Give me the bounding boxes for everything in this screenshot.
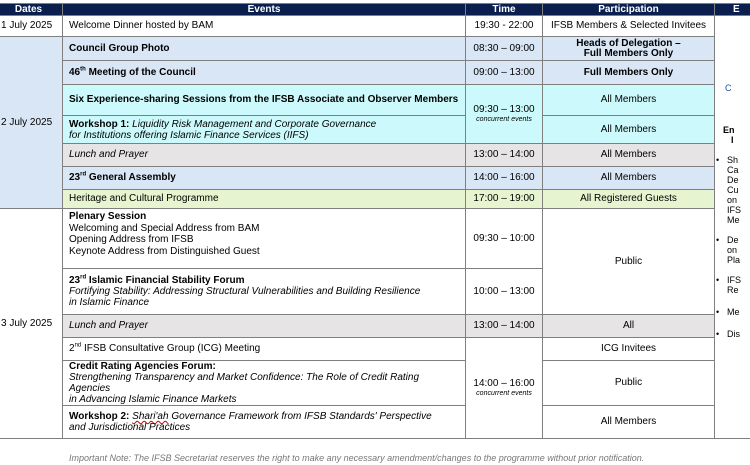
side-bullet-3: • IFS Re [716, 275, 742, 295]
time-cell: 10:00 – 13:00 [466, 269, 543, 315]
participation-cell: Full Members Only [543, 61, 715, 85]
event-cell: Lunch and Prayer [63, 315, 466, 338]
time-cell: 19:30 - 22:00 [466, 16, 543, 37]
header-events: Events [63, 4, 466, 16]
event-cell: Plenary Session Welcoming and Special Address from BAM Opening Address from IFSB Keynote Address from Distinguished Guest [63, 209, 466, 269]
time-cell: 17:00 – 19:00 [466, 190, 543, 209]
participation-cell: ICG Invitees [543, 338, 715, 361]
date-cell: 3 July 2025 [0, 209, 63, 439]
event-cell: 23rd Islamic Financial Stability Forum Fortifying Stability: Addressing Structural Vulnerabilities and Building Resilience in Islamic Finance [63, 269, 466, 315]
table-row [0, 116, 750, 144]
important-note: Important Note: The IFSB Secretariat reserves the right to make any necessary amendment/changes to the programme without prior notification. [69, 453, 645, 463]
table-row [0, 190, 750, 209]
event-cell: Credit Rating Agencies Forum: Strengthening Transparency and Market Confidence: The Role of Credit Rating Agencies in Advancing Islamic Finance Markets [63, 361, 466, 406]
table-row [0, 16, 750, 37]
time-cell: 13:00 – 14:00 [466, 315, 543, 338]
time-cell: 14:00 – 16:00 [466, 167, 543, 190]
side-bullet-4: • Me [716, 307, 740, 317]
header-time: Time [466, 4, 543, 16]
participation-cell: All Members [543, 406, 715, 439]
event-cell: Workshop 2: Shari'ah Governance Framework from IFSB Standards' Perspective and Jurisdictional Practices [63, 406, 466, 439]
event-cell: Workshop 1: Liquidity Risk Management and Corporate Governance for Institutions offering Islamic Finance Services (IIFS) [63, 116, 466, 144]
event-cell: Welcome Dinner hosted by BAM [63, 16, 466, 37]
table-row [0, 37, 750, 61]
time-cell: 14:00 – 16:00 concurrent events [466, 338, 543, 439]
event-cell: Six Experience-sharing Sessions from the IFSB Associate and Observer Members [63, 85, 466, 116]
event-cell: 46th Meeting of the Council [63, 61, 466, 85]
table-row [0, 167, 750, 190]
participation-cell: All Members [543, 144, 715, 167]
table-row [0, 338, 750, 361]
header-participation: Participation [543, 4, 715, 16]
table-row [0, 361, 750, 406]
side-c-letter: C [725, 83, 732, 93]
participation-cell: Heads of Delegation – Full Members Only [543, 37, 715, 61]
header-row [0, 4, 750, 16]
table-row [0, 209, 750, 269]
event-cell: Council Group Photo [63, 37, 466, 61]
time-cell: 09:30 – 13:00 concurrent events [466, 85, 543, 144]
table-row [0, 85, 750, 116]
header-dates: Dates [0, 4, 63, 16]
time-cell: 08:30 – 09:00 [466, 37, 543, 61]
side-bullet-5: • Dis [716, 329, 740, 339]
event-cell: 2nd IFSB Consultative Group (ICG) Meeting [63, 338, 466, 361]
programme-table [0, 3, 750, 439]
table-row [0, 61, 750, 85]
event-cell: Lunch and Prayer [63, 144, 466, 167]
participation-cell: All Members [543, 85, 715, 116]
event-cell: Heritage and Cultural Programme [63, 190, 466, 209]
participation-cell: All [543, 315, 715, 338]
time-cell: 09:00 – 13:00 [466, 61, 543, 85]
side-i: I [731, 135, 734, 145]
participation-cell: Public [543, 209, 715, 315]
participation-cell: Public [543, 361, 715, 406]
time-cell: 09:30 – 10:00 [466, 209, 543, 269]
time-cell: 13:00 – 14:00 [466, 144, 543, 167]
side-bullet-2: • De on Pla [716, 235, 741, 265]
date-cell: 1 July 2025 [0, 16, 63, 37]
side-bullet-1: • Sh Ca De Cu on IFS Me [716, 155, 742, 225]
header-extra: E [715, 4, 750, 16]
side-column [715, 16, 750, 439]
participation-cell: IFSB Members & Selected Invitees [543, 16, 715, 37]
event-cell: 23rd General Assembly [63, 167, 466, 190]
table-row [0, 315, 750, 338]
participation-cell: All Registered Guests [543, 190, 715, 209]
participation-cell: All Members [543, 167, 715, 190]
side-en: En [723, 125, 735, 135]
participation-cell: All Members [543, 116, 715, 144]
date-cell: 2 July 2025 [0, 37, 63, 209]
table-row [0, 406, 750, 439]
side-text [716, 16, 750, 339]
table-row [0, 144, 750, 167]
